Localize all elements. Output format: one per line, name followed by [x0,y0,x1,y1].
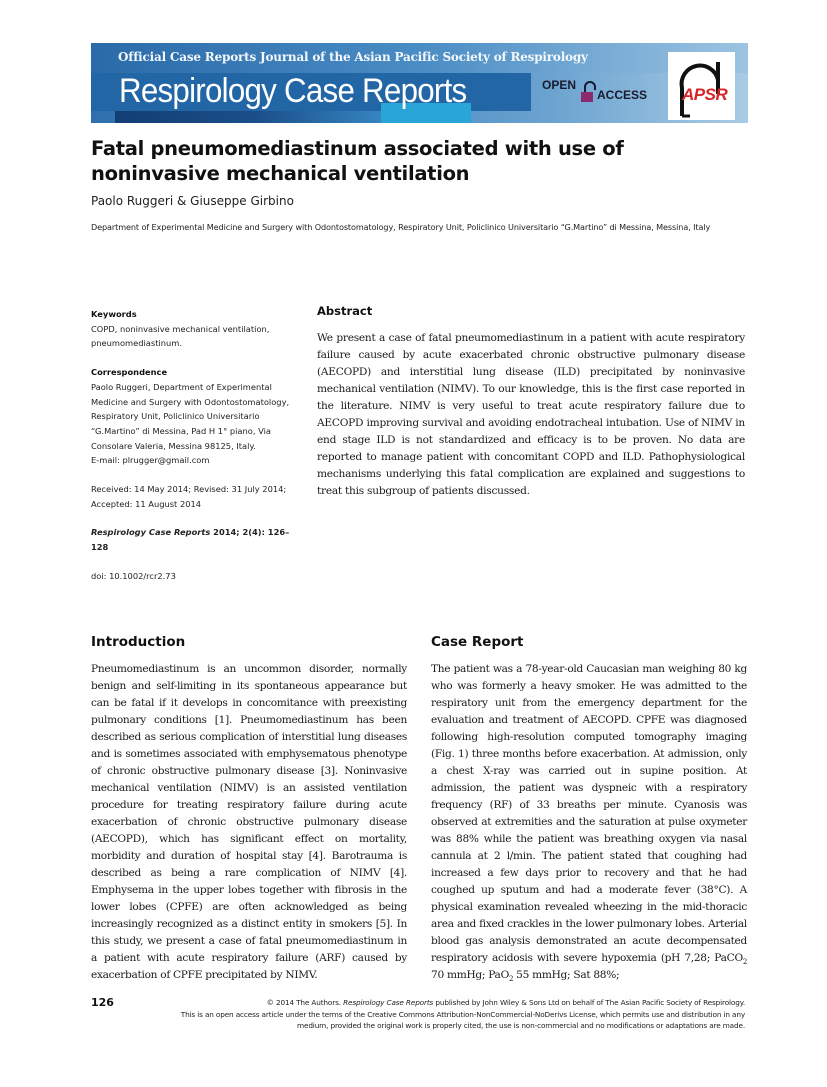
citation-section [91,525,303,554]
introduction-body: Pneumomediastinum is an uncommon disorder, normally benign and self-limiting in its spontaneous appearance but can be fatal if it develops in concomitance with preexisting pulmonary conditions [1]. Pneumomediastinum has been described as serious complication of interstitial lung diseases and is sometimes associated with emphysematous phenotype of chronic obstructive pulmonary disease [3]. Noninvasive mechanical ventilation (NIMV) is an assisted ventilation procedure for treating respiratory failure during acute exacerbation of chronic obstructive pulmonary disease (AECOPD), which has significant effect on mortality, morbidity and duration of hospital stay [4]. Barotrauma is described as being a rare complication of NIMV [4]. Emphysema in the upper lobes together with fibrosis in the lower lobes (CPFE) are often acknowledged as being increasingly recognized as a distinct entity in smokers [5]. In this study, we present a case of fatal pneumomediastinum in a patient with acute respiratory failure (ARF) caused by exacerbation of CPFE precipitated by NIMV. [91,663,407,981]
correspondence-heading: Correspondence [91,367,168,378]
blood-gas-pao2: 55 mmHg; Sat 88%; [513,969,620,981]
open-access-word-access: ACCESS [597,88,648,102]
article-dates: Received: 14 May 2014; Revised: 31 July 2014; Accepted: 11 August 2014 [91,484,287,509]
apsr-logo [668,52,735,120]
subscript: 2 [742,958,747,967]
copyright-prefix: © 2014 The Authors. [266,998,344,1007]
case-report-text: The patient was a 78-year-old Caucasian man weighing 80 kg who was formerly a heavy smoker. He was admitted to the respiratory unit from the emergency department for the evaluation and treatment of AECOPD. CPFE was diagnosed following high-resolution computed tomography imaging (Fig. 1) three months before exacerbation. At admission, only a chest X-ray was carried out in supine position. At admission, the patient was dyspneic with a respiratory frequency (RF) of 33 breaths per minute. Cyanosis was observed at extremities and the saturation at pulse oxymeter was 88% while the patient was breathing oxygen via nasal cannula at 2 l/min. The patient stated that coughing had increased a few days prior to recovery and that he had coughed up sputum and had a moderate fever (38°C). A physical examination revealed wheezing in the mid-thoracic area and fixed crackles in the lower pulmonary lobes. Arterial blood gas analysis demonstrated an acute decompensated respiratory acidosis with severe hypoxemia [431,663,747,964]
correspondence-section [91,365,303,468]
author-affiliation: Department of Experimental Medicine and Surgery with Odontostomatology, Respiratory Unit, Policlinico Universitario “G.Martino” di Messina, Messina, Italy [91,222,711,232]
keywords-heading: Keywords [91,309,137,319]
copyright-footer [180,997,745,1032]
subscript: 2 [508,975,514,984]
article-info-sidebar [91,307,303,598]
citation-volume-pages: 2014; 2(4): 126–128 [91,527,290,553]
case-report-body [431,661,747,984]
license-text: This is an open access article under the terms of the Creative Commons Attribution-NonCommercial-NoDerivs License, which permits use and distribution in any medium, provided the original work is properly cited, the use is non-commercial and no modifications or adaptations are made. [180,1009,745,1030]
article-authors: Paolo Ruggeri & Giuseppe Girbino [91,194,294,208]
dates-section [91,482,303,511]
article-title: Fatal pneumomediastinum associated with use of noninvasive mechanical ventilation [91,137,624,185]
doi-section [91,569,303,584]
citation-journal: Respirology Case Reports [91,527,211,538]
blood-gas-ph: (pH 7,28; PaCO [660,952,743,964]
correspondence-address: Paolo Ruggeri, Department of Experimental Medicine and Surgery with Odontostomatology, Respiratory Unit, Policlinico Universitario “G.Martino” di Messina, Pad H 1° piano, Via Consolare Valeria, Messina 98125, Italy. [91,381,290,451]
case-report-heading: Case Report [431,634,524,650]
keywords-list: COPD, noninvasive mechanical ventilation, pneumomediastinum. [91,323,270,349]
article-doi[interactable]: doi: 10.1002/rcr2.73 [91,570,176,581]
banner-tagline: Official Case Reports Journal of the Asian Pacific Society of Respirology [118,50,588,64]
open-access-logo [542,76,660,106]
abstract-body: We present a case of fatal pneumomediastinum in a patient with acute respiratory failure caused by acute exacerbated chronic obstructive pulmonary disease (AECOPD) and interstitial lung disease (ILD) precipitated by noninvasive mechanical ventilation (NIMV). To our knowledge, this is the first case reported in the literature. NIMV is very useful to treat acute respiratory failure due to AECOPD improving survival and avoiding endotracheal intubation. Use of NIMV in end stage ILD is not standardized and efficacy is to be proven. No data are reported to manage patient with concomitant COPD and ILD. Pathophysiological mechanisms underlying this fatal complication are explained and suggestions to treat this subgroup of patients discussed. [317,332,745,497]
journal-banner [91,43,748,123]
apsr-logo-text: APSR [682,85,728,104]
blood-gas-paco2: 70 mmHg; PaO [431,969,509,981]
journal-name: Respirology Case Reports [119,72,467,110]
correspondence-email[interactable]: E-mail: plrugger@gmail.com [91,455,210,466]
open-access-word-open: OPEN [542,78,577,92]
padlock-icon [580,81,598,103]
keywords-section [91,307,303,351]
copyright-suffix: published by John Wiley & Sons Ltd on behalf of The Asian Pacific Society of Respirology. [433,998,745,1007]
copyright-journal: Respirology Case Reports [343,998,434,1007]
introduction-heading: Introduction [91,634,186,650]
abstract-heading: Abstract [317,304,373,318]
article-citation [91,525,303,554]
page-number: 126 [91,996,114,1009]
